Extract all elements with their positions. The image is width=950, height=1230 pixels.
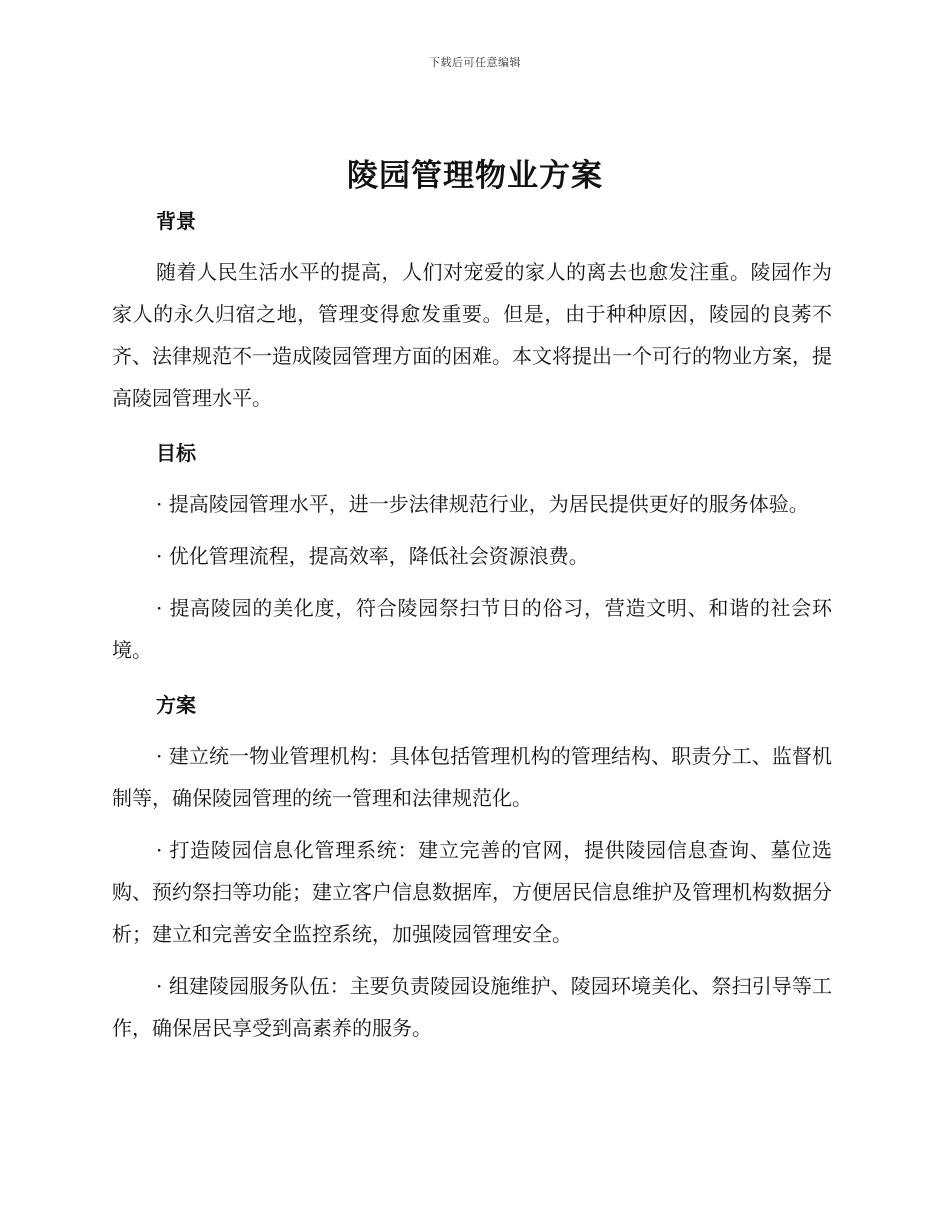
section-heading-goals: 目标: [156, 441, 196, 465]
plan-item-1: · 建立统一物业管理机构：具体包括管理机构的管理结构、职责分工、监督机制等，确保陵园管理的统一管理和法律规范化。: [112, 744, 832, 810]
header-note: 下载后可任意编辑: [429, 56, 521, 69]
goal-item-3: · 提高陵园的美化度，符合陵园祭扫节日的俗习，营造文明、和谐的社会环境。: [112, 596, 832, 662]
section-heading-plan: 方案: [156, 693, 196, 717]
section-background: [112, 205, 832, 419]
document-body: [112, 205, 832, 1049]
goal-item-2: · 优化管理流程，提高效率，降低社会资源浪费。: [156, 544, 589, 568]
plan-item-3: · 组建陵园服务队伍：主要负责陵园设施维护、陵园环境美化、祭扫引导等工作，确保居民享受到高素养的服务。: [112, 974, 832, 1040]
paragraph-background-1: 随着人民生活水平的提高，人们对宠爱的家人的离去也愈发注重。陵园作为家人的永久归宿之地，管理变得愈发重要。但是，由于种种原因，陵园的良莠不齐、法律规范不一造成陵园管理方面的困难。本文将提出一个可行的物业方案，提高陵园管理水平。: [112, 260, 832, 410]
section-heading-background: 背景: [156, 209, 196, 233]
goal-item-1: · 提高陵园管理水平，进一步法律规范行业，为居民提供更好的服务体验。: [156, 492, 809, 516]
section-goals: [112, 437, 832, 671]
page-title: 陵园管理物业方案: [347, 158, 603, 194]
section-plan: [112, 689, 832, 1049]
plan-item-2: · 打造陵园信息化管理系统：建立完善的官网，提供陵园信息查询、墓位选购、预约祭扫等功能；建立客户信息数据库，方便居民信息维护及管理机构数据分析；建立和完善安全监控系统，加强陵园管理安全。: [112, 838, 832, 946]
